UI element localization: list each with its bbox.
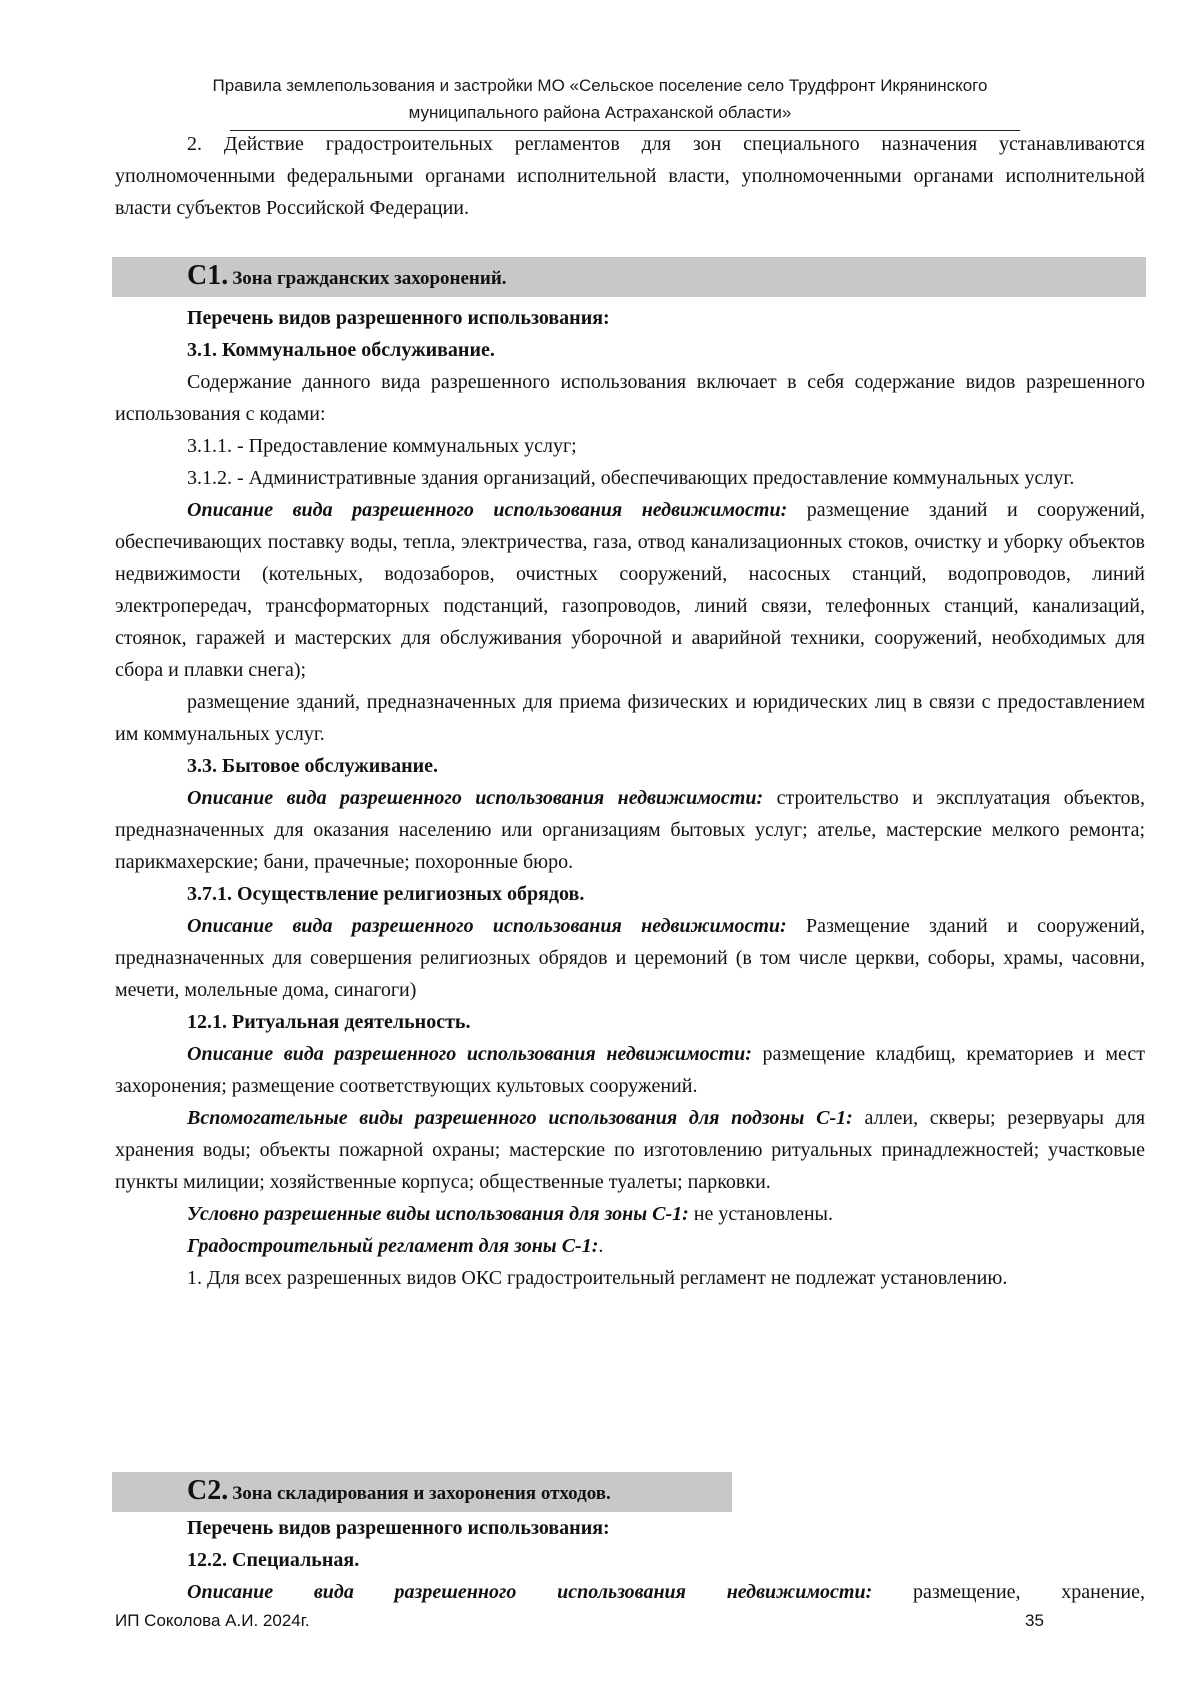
- c2-list-title: Перечень видов разрешенного использования:: [187, 1517, 610, 1539]
- intro-paragraph-2: 2. Действие градостроительных регламентов для зон специального назначения устанавливаются уполномоченными федеральными органами исполнительной власти, уполномоченными органами исполнительной власти субъектов Российской Федерации.: [115, 133, 1145, 219]
- zone-c2-code: С2.: [187, 1475, 229, 1506]
- zone-c2-heading: [187, 1475, 611, 1507]
- running-header-line2: муниципального района Астраханской области»: [408, 103, 792, 122]
- zone-c1-heading: [187, 260, 507, 292]
- zone-c1-name: Зона гражданских захоронений.: [232, 268, 507, 289]
- intro-block: [115, 128, 1145, 224]
- zone-c1-code: С1.: [187, 260, 229, 291]
- use-3-1-2: 3.1.2. - Административные здания организаций, обеспечивающих предоставление коммунальных услуг.: [187, 467, 1075, 489]
- auxiliary-uses-label: Вспомогательные виды разрешенного использования для подзоны С-1:: [187, 1107, 853, 1129]
- c1-list-title: Перечень видов разрешенного использования:: [187, 307, 610, 329]
- regulation-heading: Градостроительный регламент для зоны С-1:.: [187, 1235, 604, 1257]
- description-label: Описание вида разрешенного использования недвижимости:: [187, 1043, 752, 1065]
- description-label: Описание вида разрешенного использования недвижимости:: [187, 499, 788, 521]
- conditional-uses: [115, 1198, 1145, 1230]
- description-label: Описание вида разрешенного использования недвижимости:: [187, 915, 787, 937]
- zone-c2-name: Зона складирования и захоронения отходов.: [232, 1483, 611, 1504]
- conditional-uses-label: Условно разрешенные виды использования для зоны С-1:: [187, 1203, 689, 1225]
- use-3-7-1-description: [115, 910, 1145, 1006]
- footer-author: ИП Соколова А.И. 2024г.: [115, 1611, 310, 1630]
- use-12-1-description: [115, 1038, 1145, 1102]
- use-3-1-description-text: размещение зданий и сооружений, обеспечивающих поставку воды, тепла, электричества, газа, отвод канализационных стоков, очистку и уборку объектов недвижимости (котельных, водозаборов, очистных сооружений, насосных станций, водопроводов, линий электропередач, трансформаторных подстанций, газопроводов, линий связи, телефонных станций, канализаций, стоянок, гаражей и мастерских для обслуживания уборочной и аварийной техники, сооружений, необходимых для сбора и плавки снега);: [115, 499, 1145, 681]
- use-3-7-1-title: 3.7.1. Осуществление религиозных обрядов.: [187, 883, 585, 905]
- use-12-1-title: 12.1. Ритуальная деятельность.: [187, 1011, 471, 1033]
- zone-c2-body: [115, 1512, 1145, 1608]
- use-3-1-text: Содержание данного вида разрешенного использования включает в себя содержание видов разрешенного использования с кодами:: [115, 371, 1145, 425]
- description-label: Описание вида разрешенного использования недвижимости:: [187, 1581, 873, 1603]
- auxiliary-uses-text: аллеи, скверы; резервуары для хранения воды; объекты пожарной охраны; мастерские по изготовлению ритуальных принадлежностей; участковые пункты милиции; хозяйственные корпуса; общественные туалеты; парковки.: [115, 1107, 1146, 1193]
- footer-page-number: 35: [1025, 1611, 1044, 1630]
- conditional-uses-text: не установлены.: [693, 1203, 833, 1225]
- use-12-2-description-text: размещение, хранение,: [912, 1581, 1146, 1603]
- running-header-line1: Правила землепользования и застройки МО «Сельское поселение село Трудфронт Икрянинского: [212, 76, 988, 95]
- auxiliary-uses: [115, 1102, 1145, 1198]
- use-3-3-description-text: строительство и эксплуатация объектов, предназначенных для оказания населению или организациям бытовых услуг; ателье, мастерские мелкого ремонта; парикмахерские; бани, прачечные; похоронные бюро.: [115, 787, 1145, 873]
- use-12-2-description: [115, 1576, 1145, 1608]
- regulation-text: 1. Для всех разрешенных видов ОКС градостроительный регламент не подлежат установлению.: [187, 1267, 1008, 1289]
- use-3-3-description: [115, 782, 1145, 878]
- use-3-1-1: 3.1.1. - Предоставление коммунальных услуг;: [187, 435, 577, 457]
- use-12-1-description-text: размещение кладбищ, крематориев и мест захоронения; размещение соответствующих культовых сооружений.: [115, 1043, 1146, 1097]
- use-12-2-title: 12.2. Специальная.: [187, 1549, 360, 1571]
- zone-c1-body: [115, 302, 1145, 1294]
- description-label: Описание вида разрешенного использования недвижимости:: [187, 787, 764, 809]
- use-3-3-title: 3.3. Бытовое обслуживание.: [187, 755, 439, 777]
- use-3-1-description: [115, 494, 1145, 686]
- use-3-7-1-description-text: Размещение зданий и сооружений, предназначенных для совершения религиозных обрядов и церемоний (в том числе церкви, соборы, храмы, часовни, мечети, молельные дома, синагоги): [115, 915, 1145, 1001]
- use-3-1-description-2: размещение зданий, предназначенных для приема физических и юридических лиц в связи с предоставлением им коммунальных услуг.: [115, 691, 1145, 745]
- regulation-label: Градостроительный регламент для зоны С-1:: [187, 1235, 599, 1257]
- use-3-1-title: 3.1. Коммунальное обслуживание.: [187, 339, 495, 361]
